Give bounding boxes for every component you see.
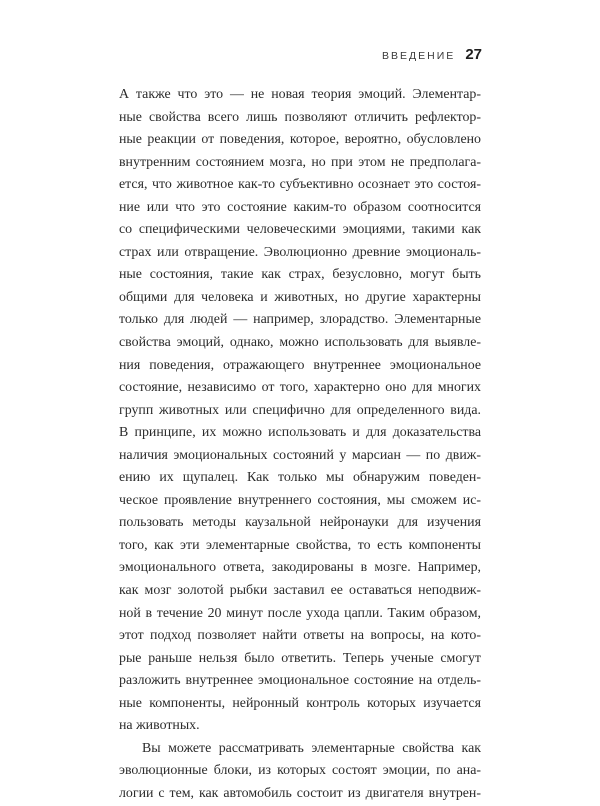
section-name: ВВЕДЕНИЕ [382,50,456,62]
text-line: логии с тем, как автомобиль состоит из двигателя внутрен- [119,785,481,801]
page-number: 27 [465,46,482,63]
text-line: внутренним состоянием мозга, но при этом не предполага- [119,154,481,170]
text-line: этот подход позволяет найти ответы на вопросы, на кото- [119,628,481,644]
text-line: только для людей — например, злорадство. Элементарные [119,312,481,328]
running-head [382,46,482,63]
text-line: ется, что животное как-то субъективно осознает это состоя- [119,177,481,193]
text-line: состояние, независимо от того, характерно оно для многих [119,380,481,396]
paragraph [119,738,481,806]
body-text [119,84,481,806]
text-line: ению их щупалец. Как только мы обнаружим поведен- [119,470,481,486]
text-line: разложить внутреннее эмоциональное состояние на отдель- [119,673,481,689]
text-line: наличия эмоциональных состояний у марсиан — по движ- [119,447,481,463]
text-line: ные свойства всего лишь позволяют отличить рефлектор- [119,109,481,125]
text-line: ния поведения, отражающего внутреннее эмоциональное [119,357,481,373]
text-line: того, как эти элементарные свойства, то есть компоненты [119,537,481,553]
text-line: общими для человека и животных, но другие характерны [119,289,481,305]
text-line: рые раньше нельзя было ответить. Теперь ученые смогут [119,650,481,666]
text-line: ные состояния, такие как страх, безусловно, могут быть [119,267,481,283]
text-line: свойства эмоций, однако, можно использовать для выявле- [119,335,481,351]
paragraph [119,84,481,738]
text-line: ческое проявление внутреннего состояния, мы сможем ис- [119,492,481,508]
text-line: на животных. [119,718,200,734]
text-line: пользовать методы каузальной нейронауки для изучения [119,515,481,531]
text-line: ной в течение 20 минут после ухода цапли. Таким образом, [119,605,481,621]
text-line: ние или что это состояние каким-то образом соотносится [119,199,481,215]
text-line: групп животных или специфично для определенного вида. [119,402,481,418]
text-line: ные компоненты, нейронный контроль которых изучается [119,695,481,711]
text-line: страх или отвращение. Эволюционно древние эмоциональ- [119,244,481,260]
text-line: В принципе, их можно использовать и для доказательства [119,425,481,441]
text-line: ные реакции от поведения, которое, вероятно, обусловлено [119,132,481,148]
text-line: как мозг золотой рыбки заставил ее оставаться неподвиж- [119,583,481,599]
text-line: эволюционные блоки, из которых состоят эмоции, по ана- [119,763,481,779]
text-line: А также что это — не новая теория эмоций. Элементар- [119,87,481,102]
text-line: Вы можете рассматривать элементарные свойства как [142,740,481,756]
text-line: со специфическими человеческими эмоциями, такими как [119,222,481,238]
text-line: эмоционального ответа, закодированы в мозге. Например, [119,560,481,576]
